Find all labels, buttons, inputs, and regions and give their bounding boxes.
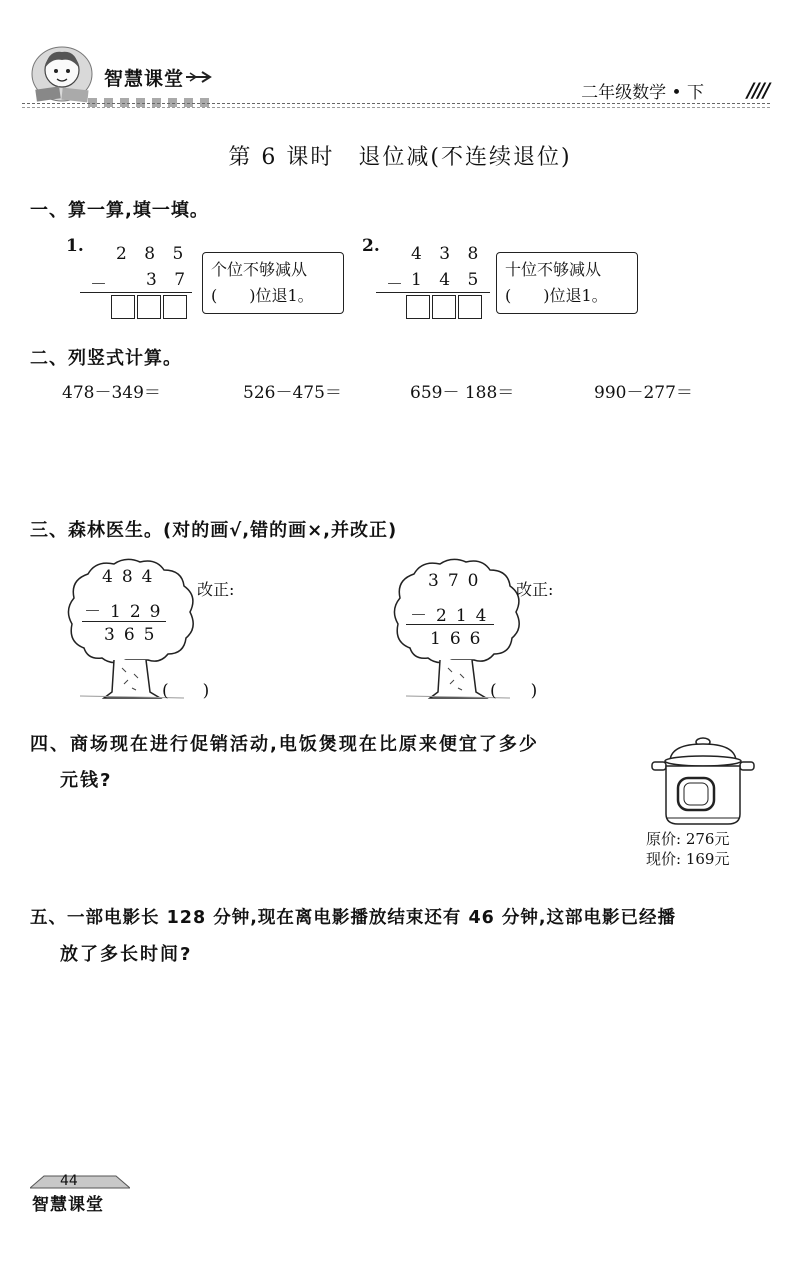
judgement-blank[interactable]: ( ): [490, 681, 538, 701]
header-brand: 智慧课堂: [104, 68, 185, 90]
tree-subtrahend: －214: [410, 606, 496, 626]
tree-subtrahend: －129: [84, 602, 170, 622]
minuend: 4 3 8: [411, 244, 485, 264]
answer-box[interactable]: [137, 295, 161, 319]
minus-sign: －: [90, 275, 107, 295]
answer-box[interactable]: [458, 295, 482, 319]
subtrahend: 1 4 5: [411, 270, 485, 290]
section1-heading: 一、算一算,填一填。: [30, 200, 209, 221]
correction-label: 改正:: [197, 580, 235, 599]
footer-banner: [30, 1172, 130, 1190]
hint-line-2: ( )位退1。: [505, 286, 608, 305]
tree-underline: [406, 624, 494, 625]
expression-1: 478－349＝: [62, 383, 161, 403]
hint-line-1: 个位不够减从: [211, 260, 308, 279]
minus-sign: －: [386, 275, 403, 295]
header-divider-2: [22, 107, 770, 108]
section3-heading: 三、森林医生。(对的画√,错的画×,并改正): [30, 520, 398, 541]
hint-line-2: ( )位退1。: [211, 286, 314, 305]
expression-3: 659－ 188＝: [410, 383, 515, 403]
problem-number: 2.: [362, 236, 380, 256]
arrow-icon: [186, 70, 216, 84]
page-number: 44: [60, 1173, 78, 1189]
minuend: 2 8 5: [116, 244, 190, 264]
judgement-blank[interactable]: ( ): [162, 681, 210, 701]
answer-box[interactable]: [406, 295, 430, 319]
tree-result: 166: [430, 629, 490, 649]
tree-minuend: 484: [102, 567, 162, 587]
section5-line1: 五、一部电影长 128 分钟,现在离电影播放结束还有 46 分钟,这部电影已经播: [30, 908, 677, 928]
hint-box: [202, 252, 344, 314]
answer-boxes: [111, 295, 189, 323]
grade-label: 二年级数学 • 下: [581, 83, 704, 103]
lesson-title: 第 6 课时 退位减(不连续退位): [228, 145, 572, 170]
answer-box[interactable]: [111, 295, 135, 319]
section5-line2: 放了多长时间?: [60, 944, 193, 965]
answer-boxes: [406, 295, 484, 323]
underline: [80, 292, 192, 293]
problem-number: 1.: [66, 236, 84, 256]
answer-box[interactable]: [163, 295, 187, 319]
underline: [376, 292, 490, 293]
tree-underline: [82, 621, 166, 622]
current-price: 现价: 169元: [646, 850, 730, 868]
hint-line-1: 十位不够减从: [505, 260, 602, 279]
tree-minuend: 370: [428, 571, 488, 591]
subtrahend: 3 7: [146, 270, 192, 290]
header-slashes: ////: [746, 78, 768, 102]
section4-line2: 元钱?: [60, 770, 113, 791]
rice-cooker-icon: [648, 732, 758, 832]
correction-label: 改正:: [516, 580, 554, 599]
answer-box[interactable]: [432, 295, 456, 319]
hint-box: [496, 252, 638, 314]
expression-2: 526－475＝: [243, 383, 342, 403]
tree-result: 365: [104, 625, 164, 645]
section2-heading: 二、列竖式计算。: [30, 348, 182, 369]
header-decoration: [88, 92, 216, 111]
expression-4: 990－277＝: [594, 383, 693, 403]
footer-brand: 智慧课堂: [32, 1195, 104, 1215]
section4-line1: 四、商场现在进行促销活动,电饭煲现在比原来便宜了多少: [30, 734, 539, 755]
original-price: 原价: 276元: [646, 830, 730, 848]
header-divider: [22, 103, 770, 104]
